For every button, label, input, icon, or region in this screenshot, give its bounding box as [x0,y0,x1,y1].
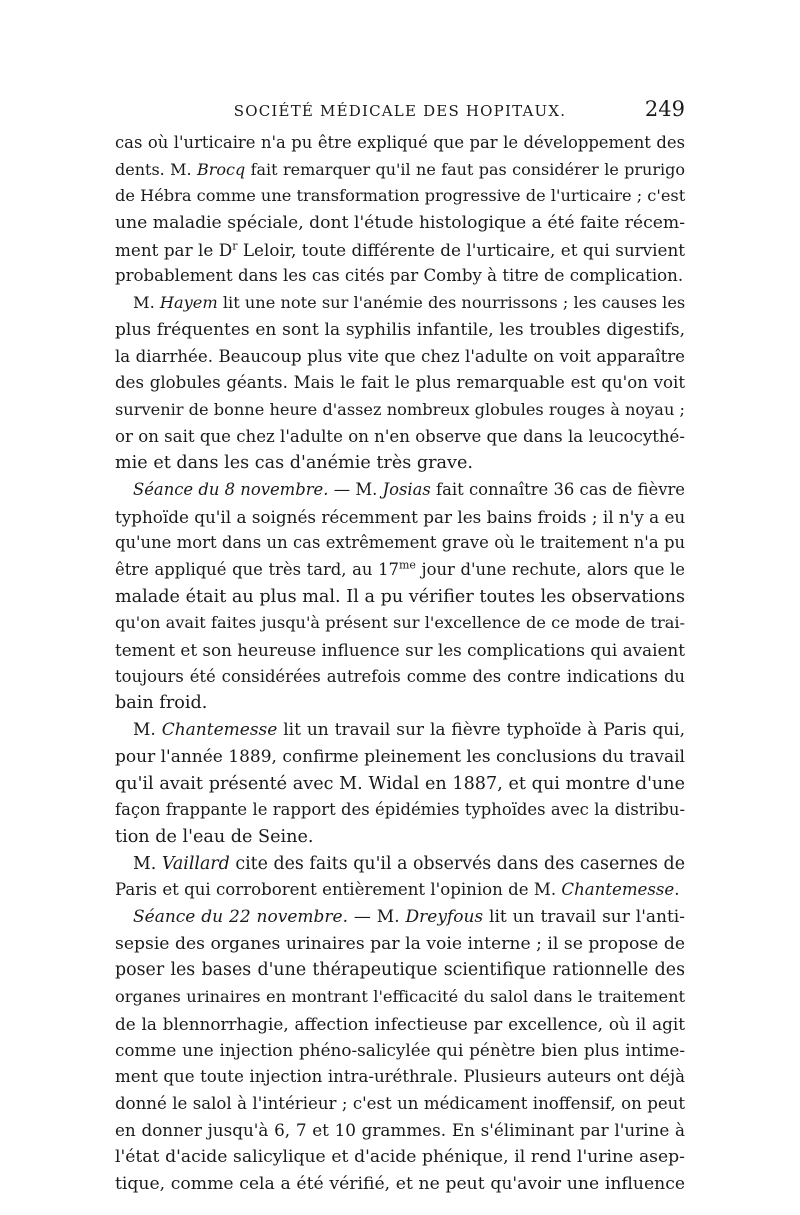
text-line [115,557,685,584]
author-name: Josias [382,479,431,499]
text-run: lit une note sur l'anémie des nourrissons ; les causes les [217,293,686,313]
superscript: r [232,239,238,253]
body-text [115,130,685,1198]
author-name: Dreyfous [405,906,484,927]
text-line [115,851,685,878]
text-run: jour d'une rechute, alors que le [415,560,686,579]
text-run: Leloir, toute différente de l'urticaire, et qui survient [237,239,685,260]
session-heading: Séance du 22 novembre. [133,906,348,927]
running-head: SOCIÉTÉ MÉDICALE DES HOPITAUX. [233,102,567,120]
text-run: lit un travail sur la fièvre typhoïde à Paris qui, [277,720,685,741]
text-line: ment que toute injection intra-uréthrale. Plusieurs auteurs ont déjà [115,1067,685,1087]
text-line: malade était au plus mal. Il a pu vérifier toutes les observations [115,586,685,607]
author-name: Hayem [159,293,218,313]
text-run: . [674,880,680,900]
text-run: M. [133,720,162,741]
text-line: pour l'année 1889, confirme pleinement les conclusions du travail [115,746,685,767]
text-line: qu'on avait faites jusqu'à présent sur l'excellence de ce mode de trai- [115,613,685,633]
text-line [115,157,685,184]
text-run: M. [133,293,160,313]
text-line: probablement dans les cas cités par Comby à titre de complication. [115,266,684,286]
author-name: Chantemesse [161,720,278,741]
superscript: me [398,558,416,572]
text-line: façon frappante le rapport des épidémies typhoïdes avec la distribu- [115,800,685,820]
text-line: poser les bases d'une thérapeutique scientifique rationnelle des [115,960,685,981]
text-run: cite des faits qu'il a observés dans des casernes de [229,853,685,874]
session-heading: Séance du 8 novembre. [133,479,329,499]
text-line [115,717,685,744]
author-name: Chantemesse [561,880,675,900]
text-line: cas où l'urticaire n'a pu être expliqué que par le développement des [115,133,685,152]
text-line: en donner jusqu'à 6, 7 et 10 grammes. En s'éliminant par l'urine à [115,1120,685,1141]
text-line: tique, comme cela a été vérifié, et ne peut qu'avoir une influence [115,1173,685,1194]
text-line: une maladie spéciale, dont l'étude histologique a été faite récem- [115,213,686,234]
text-line [115,237,685,264]
text-line: tement et son heureuse influence sur les complications qui avaient [115,640,685,661]
text-line: bain froid. [115,693,208,714]
page-number: 249 [644,97,685,121]
text-run: M. [133,853,162,874]
text-line: qu'une mort dans un cas extrêmement grave où le traitement n'a pu [115,533,685,553]
text-line [115,877,685,904]
text-line: toujours été considérées autrefois comme des contre indications du [115,666,685,686]
text-line: mie et dans les cas d'anémie très grave. [115,453,473,474]
text-line [115,904,685,931]
text-line [115,290,685,317]
page-header [115,97,685,126]
text-line [115,477,685,504]
text-line: de Hébra comme une transformation progressive de l'urticaire ; c'est [115,186,686,206]
text-line: sepsie des organes urinaires par la voie interne ; il se propose de [115,933,685,954]
text-line: survenir de bonne heure d'assez nombreux globules rouges à noyau ; [115,399,685,419]
text-run: fait connaître 36 cas de fièvre [430,479,685,499]
text-run: lit un travail sur l'anti- [483,906,685,927]
text-line: donné le salol à l'intérieur ; c'est un médicament inoffensif, on peut [115,1093,685,1113]
text-line: typhoïde qu'il a soignés récemment par les bains froids ; il n'y a eu [115,506,686,527]
text-line: tion de l'eau de Seine. [115,826,314,847]
text-run: fait remarquer qu'il ne faut pas considérer le prurigo [245,159,686,179]
text-run: dents. M. [115,159,197,179]
text-run: être appliqué que très tard, au 17 [115,560,399,579]
text-line: organes urinaires en montrant l'efficacité du salol dans le traitement [115,987,685,1006]
text-line: qu'il avait présenté avec M. Widal en 1887, et qui montre d'une [115,773,685,794]
author-name: Brocq [196,159,246,179]
text-line: plus fréquentes en sont la syphilis infantile, les troubles digestifs, [115,319,685,340]
text-line: des globules géants. Mais le fait le plus remarquable est qu'on voit [115,373,685,393]
author-name: Vaillard [161,853,230,874]
text-line: de la blennorrhagie, affection infectieuse par excellence, où il agit [115,1013,685,1034]
text-line: or on sait que chez l'adulte on n'en observe que dans la leucocythé- [115,426,685,446]
text-line: comme une injection phéno-salicylée qui pénètre bien plus intime- [115,1040,685,1061]
text-run: — M. [328,479,383,499]
text-line: l'état d'acide salicylique et d'acide phénique, il rend l'urine asep- [115,1147,685,1168]
text-line: la diarrhée. Beaucoup plus vite que chez l'adulte on voit apparaître [115,346,685,366]
text-run: ment par le D [115,239,233,260]
text-run: Paris et qui corroborent entièrement l'opinion de M. [115,880,562,900]
text-run: — M. [348,906,406,927]
